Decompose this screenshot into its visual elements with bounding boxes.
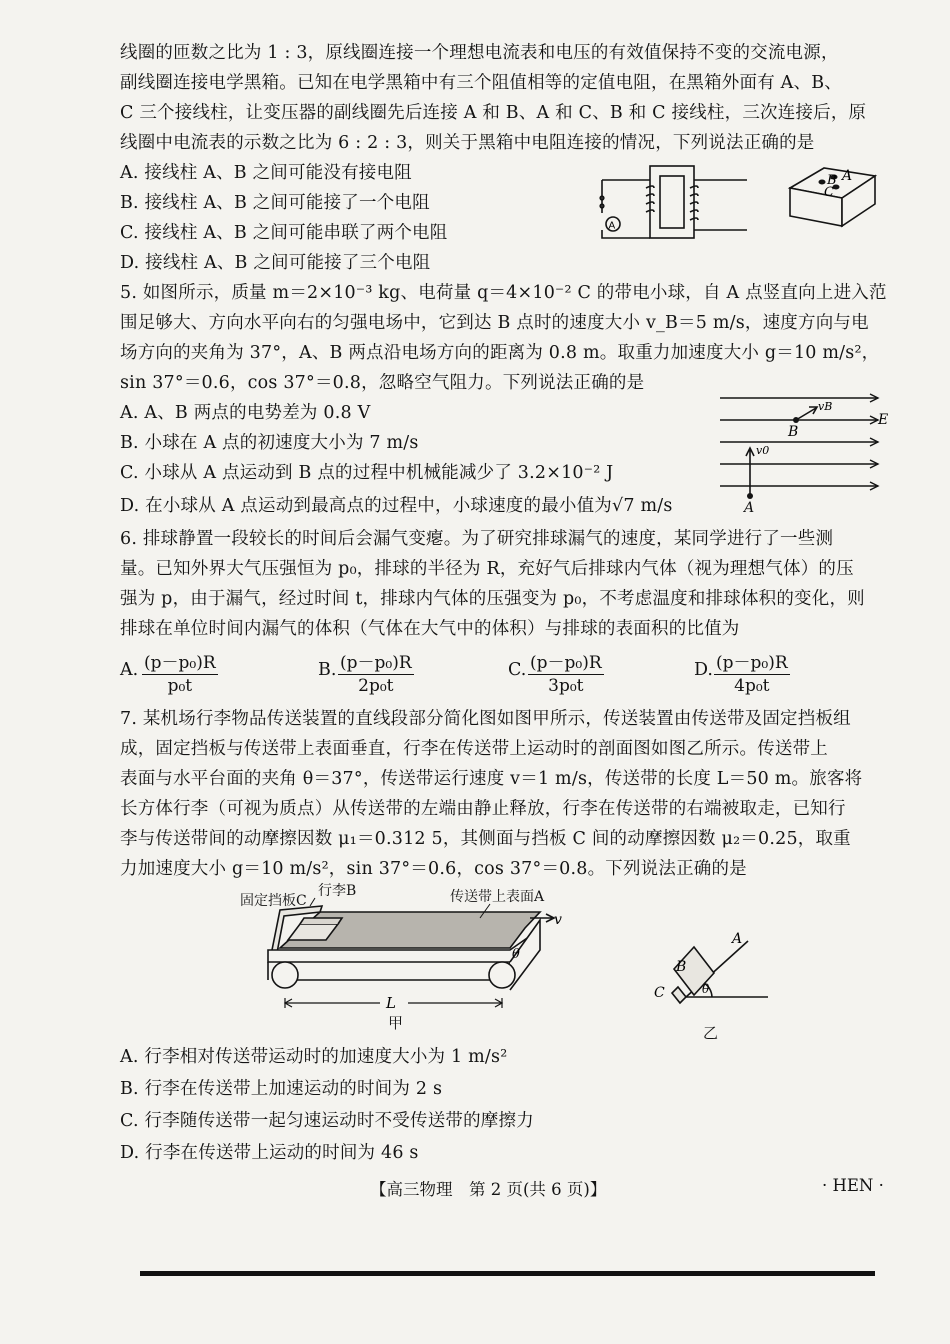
q6-option-b-den: 2p₀t [358, 676, 394, 696]
q4-option-d: D. 接线柱 A、B 之间可能接了三个电阻 [120, 253, 431, 273]
q6-option-a-num: (p－p₀)R [142, 648, 218, 675]
q6-option-b-num: (p－p₀)R [338, 648, 414, 675]
point-b-dot [793, 417, 799, 423]
q6-option-d-label: D. [694, 660, 713, 680]
cross-section-a-label: A [732, 931, 743, 947]
figure-jia-caption: 甲 [388, 1014, 404, 1032]
q7-option-b: B. 行李在传送带上加速运动的时间为 2 s [120, 1079, 443, 1099]
conveyor-length-label: L [386, 994, 396, 1012]
q4-line-4: 线圈中电流表的示数之比为 6 : 2 : 3，则关于黑箱中电阻连接的情况，下列说法正确的是 [120, 133, 815, 153]
conveyor-v-label: v [554, 912, 562, 928]
cross-section-c-label: C [654, 985, 665, 1001]
q7-line-2: 成，固定挡板与传送带上表面垂直，行李在传送带上运动时的剖面图如图乙所示。传送带上 [120, 739, 828, 759]
q4-option-a: A. 接线柱 A、B 之间可能没有接电阻 [120, 163, 412, 183]
field-e-label: E [878, 412, 888, 428]
page-footer: 【高三物理 第 2 页(共 6 页)】 [370, 1180, 607, 1199]
q7-line-6: 力加速度大小 g＝10 m/s²，sin 37°＝0.6，cos 37°＝0.8。下列说法正确的是 [120, 859, 747, 879]
q6-option-d-num: (p－p₀)R [714, 648, 790, 675]
cross-section-theta-label: θ [702, 982, 710, 996]
q7-option-d: D. 行李在传送带上运动的时间为 46 s [120, 1143, 419, 1163]
q6-option-b-fraction [338, 648, 414, 696]
electric-field-figure [718, 392, 888, 502]
transformer-figure [592, 158, 752, 248]
q7-option-a: A. 行李相对传送带运动时的加速度大小为 1 m/s² [120, 1047, 508, 1067]
q6-option-c-den: 3p₀t [548, 676, 584, 696]
terminal-c-label: C [824, 185, 834, 200]
q7-option-c: C. 行李随传送带一起匀速运动时不受传送带的摩擦力 [120, 1111, 534, 1131]
black-box-figure [780, 160, 880, 230]
q5-option-a: A. A、B 两点的电势差为 0.8 V [120, 403, 371, 423]
conveyor-theta-label: θ [512, 947, 520, 962]
q6-option-d-den: 4p₀t [734, 676, 770, 696]
belt-surface-a-label: 传送带上表面A [450, 889, 545, 905]
q6-line-1: 6. 排球静置一段较长的时间后会漏气变瘪。为了研究排球漏气的速度，某同学进行了一些测 [120, 529, 834, 549]
q6-option-c-label: C. [508, 660, 527, 680]
q6-option-a-label: A. [120, 660, 139, 680]
v0-label: v0 [756, 444, 770, 457]
q6-option-c-fraction [528, 648, 604, 696]
point-a-dot [747, 493, 753, 499]
q5-option-c: C. 小球从 A 点运动到 B 点的过程中机械能减少了 3.2×10⁻² J [120, 463, 614, 483]
q5-line-2: 围足够大、方向水平向右的匀强电场中，它到达 B 点时的速度大小 v_B＝5 m/s，速度方向与电 [120, 313, 869, 333]
paper-code: · HEN · [822, 1176, 884, 1195]
q7-line-3: 表面与水平台面的夹角 θ＝37°，传送带运行速度 v＝1 m/s，传送带的长度 L＝50 m。旅客将 [120, 769, 863, 789]
q6-line-4: 排球在单位时间内漏气的体积（气体在大气中的体积）与排球的表面积的比值为 [120, 619, 740, 639]
q5-option-d: D. 在小球从 A 点运动到最高点的过程中，小球速度的最小值为√7 m/s [120, 496, 673, 516]
q7-line-5: 李与传送带间的动摩擦因数 μ₁＝0.312 5，其侧面与挡板 C 间的动摩擦因数 μ₂＝0.25，取重 [120, 829, 851, 849]
baffle-c-label: 固定挡板C [240, 893, 307, 909]
q4-line-1: 线圈的匝数之比为 1 : 3，原线圈连接一个理想电流表和电压的有效值保持不变的交流电源， [120, 43, 839, 63]
q5-line-4: sin 37°＝0.6，cos 37°＝0.8，忽略空气阻力。下列说法正确的是 [120, 373, 645, 393]
q6-line-2: 量。已知外界大气压强恒为 p₀，排球的半径为 R，充好气后排球内气体（视为理想气体）的压 [120, 559, 854, 579]
q4-line-2: 副线圈连接电学黑箱。已知在电学黑箱中有三个阻值相等的定值电阻，在黑箱外面有 A、B、 [120, 73, 842, 93]
q6-option-c-num: (p－p₀)R [528, 648, 604, 675]
q7-line-1: 7. 某机场行李物品传送装置的直线段部分简化图如图甲所示，传送装置由传送带及固定挡板组 [120, 709, 851, 729]
q6-option-a-den: p₀t [167, 676, 193, 696]
q7-line-4: 长方体行李（可视为质点）从传送带的左端由静止释放，行李在传送带的右端被取走，已知行 [120, 799, 846, 819]
q6-option-b-label: B. [318, 660, 337, 680]
point-a-label: A [744, 500, 755, 516]
q4-line-3: C 三个接线柱，让变压器的副线圈先后连接 A 和 B、A 和 C、B 和 C 接线柱，三次连接后，原 [120, 103, 867, 123]
terminal-b-label: B [827, 173, 837, 188]
point-b-label: B [788, 424, 799, 440]
ammeter-label: A [608, 220, 616, 232]
bottom-rule [140, 1271, 875, 1276]
cross-section-figure [650, 925, 770, 1005]
q5-line-3: 场方向的夹角为 37°，A、B 两点沿电场方向的距离为 0.8 m。取重力加速度大小 g＝10 m/s²， [120, 343, 880, 363]
q6-line-3: 强为 p，由于漏气，经过时间 t，排球内气体的压强变为 p₀，不考虑温度和排球体积的变化，则 [120, 589, 865, 609]
terminal-a-label: A [842, 168, 853, 184]
q6-option-a-fraction [142, 648, 218, 696]
vb-label: vB [818, 400, 833, 413]
q5-option-b: B. 小球在 A 点的初速度大小为 7 m/s [120, 433, 419, 453]
q6-option-d-fraction [714, 648, 790, 696]
luggage-b-label: 行李B [318, 883, 357, 899]
cross-section-b-label: B [676, 959, 687, 975]
q4-option-c: C. 接线柱 A、B 之间可能串联了两个电阻 [120, 223, 448, 243]
q4-option-b: B. 接线柱 A、B 之间可能接了一个电阻 [120, 193, 430, 213]
q5-line-1: 5. 如图所示，质量 m＝2×10⁻³ kg、电荷量 q＝4×10⁻² C 的带电小球，自 A 点竖直向上进入范 [120, 283, 887, 303]
figure-yi-caption: 乙 [703, 1024, 719, 1042]
